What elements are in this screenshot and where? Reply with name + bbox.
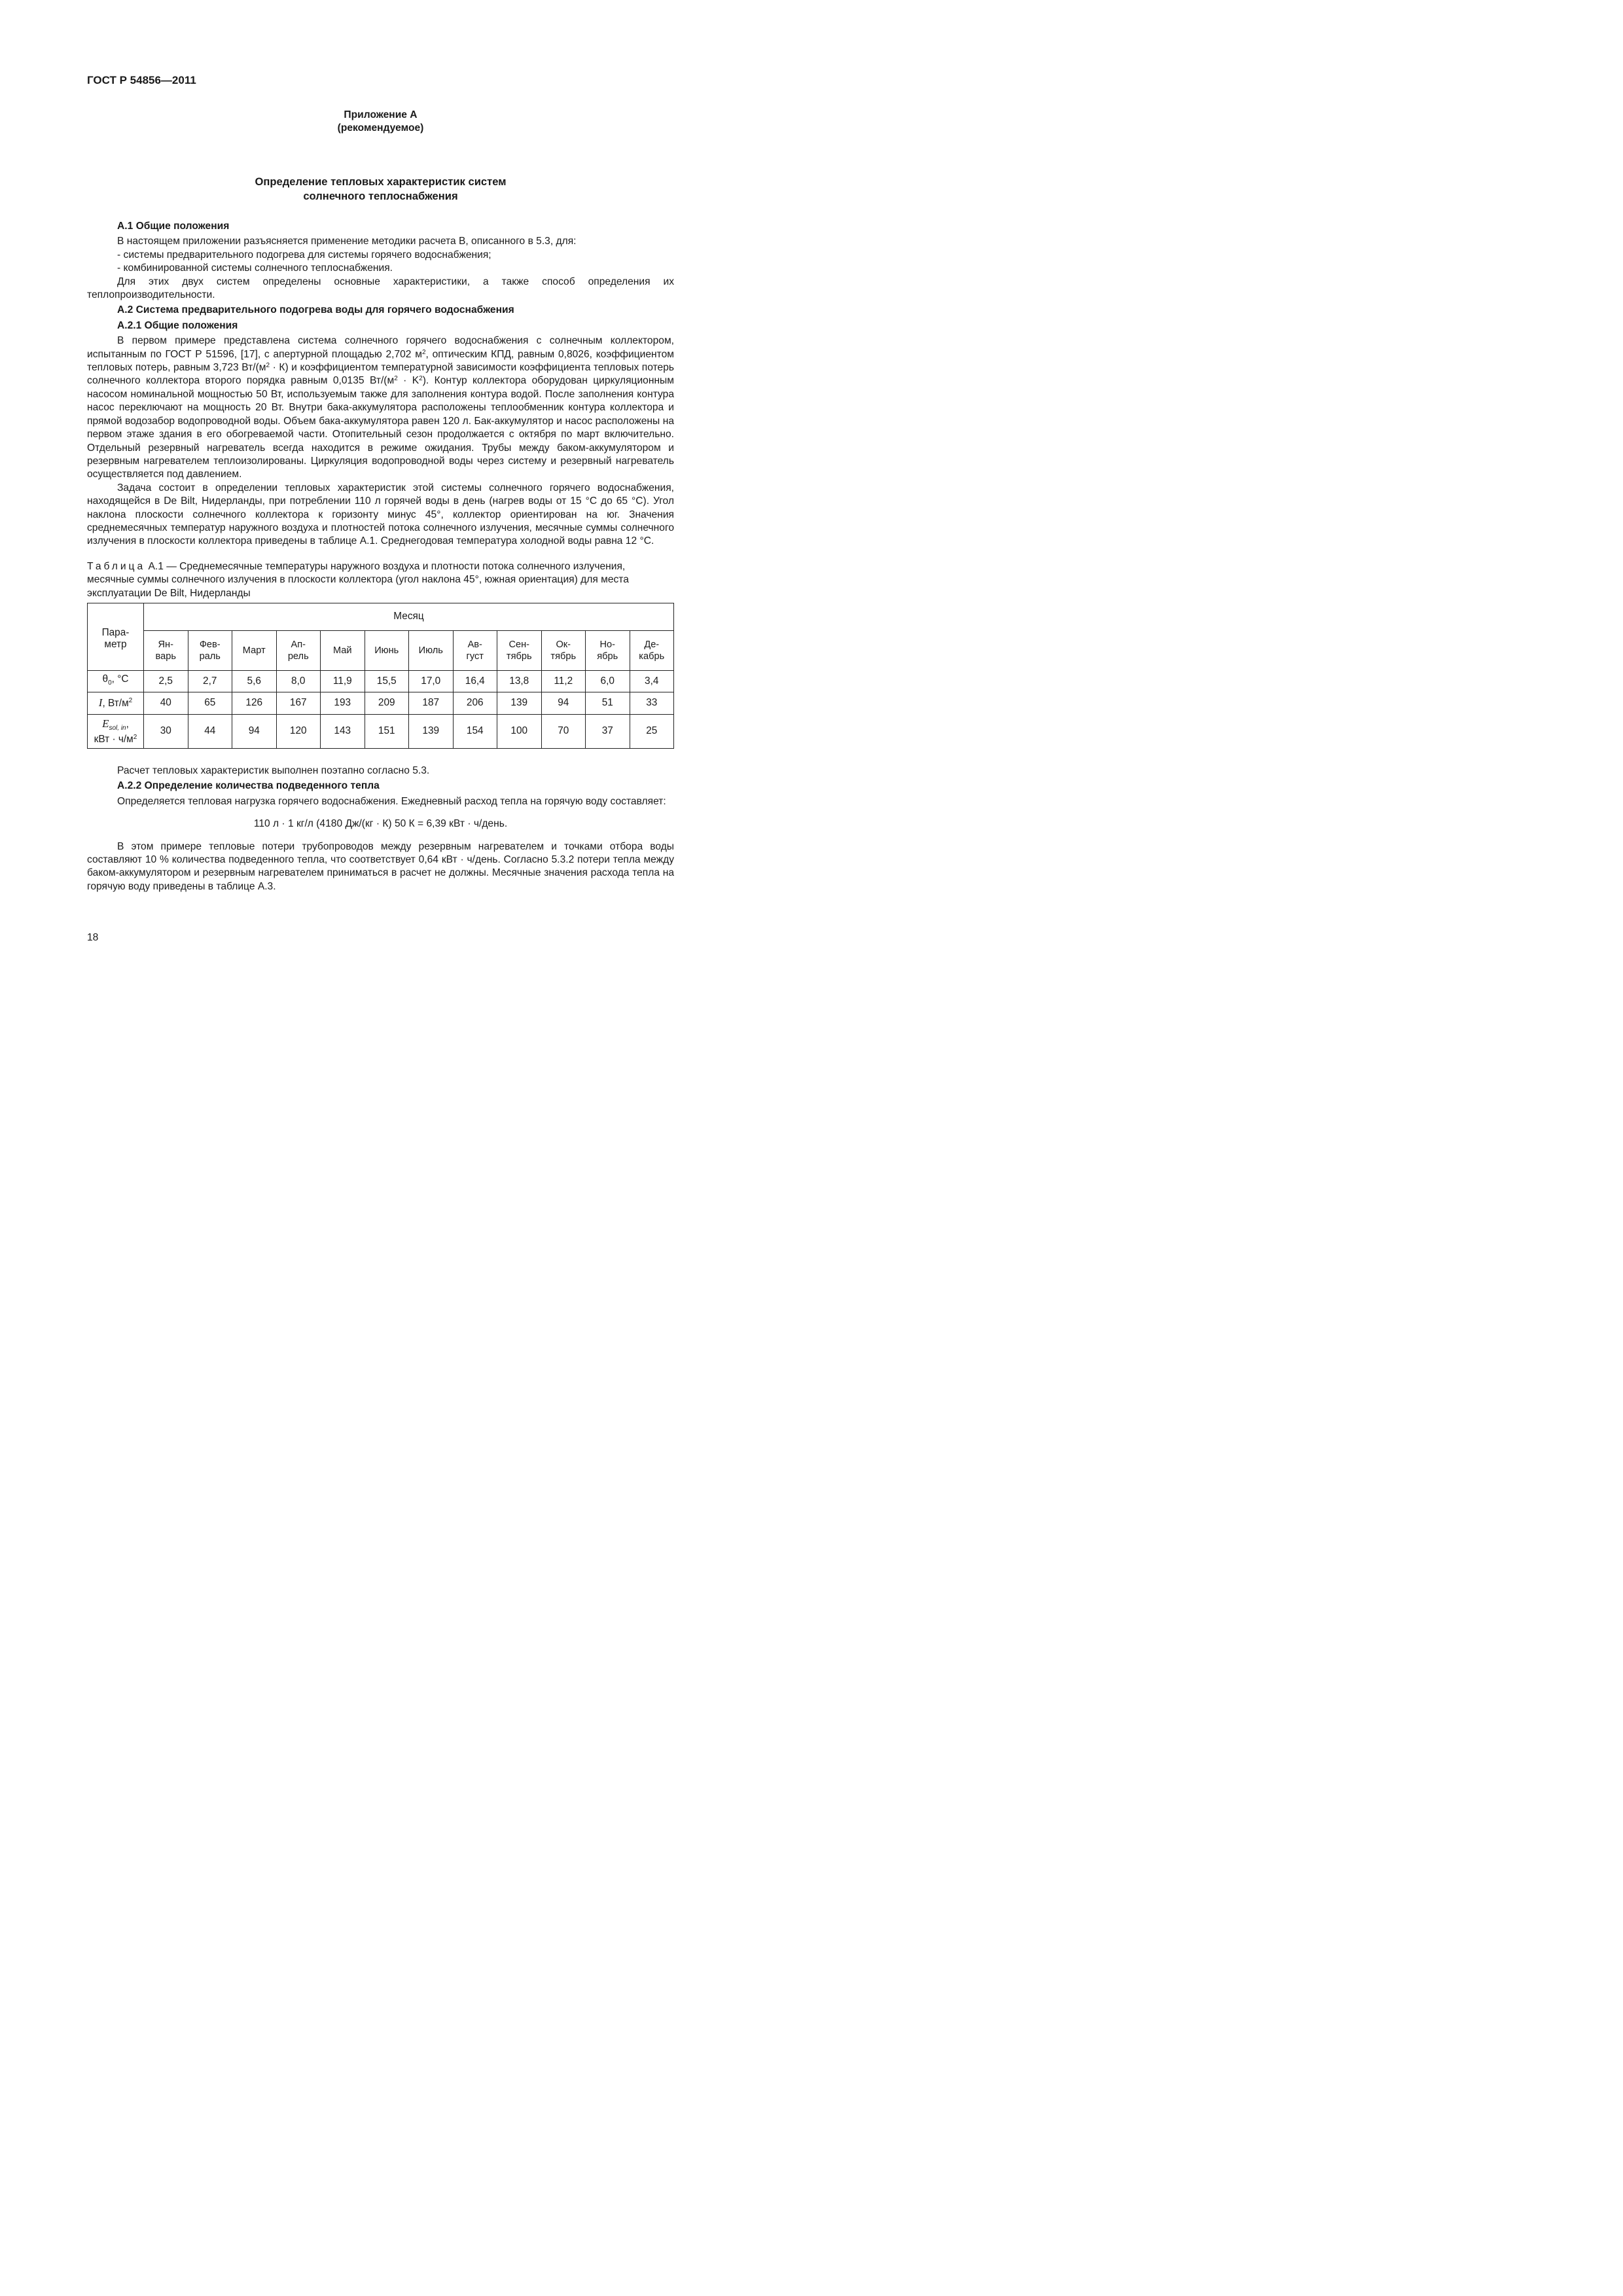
table-row [88, 670, 674, 692]
after-table-paragraph: Расчет тепловых характеристик выполнен поэтапно согласно 5.3. [117, 764, 430, 776]
table-cell: 17,0 [409, 670, 454, 692]
table-cell: 193 [321, 692, 365, 714]
section-a22-paragraph-1: Определяется тепловая нагрузка горячего водоснабжения. Ежедневный расход тепла на горячую воду составляет: [117, 795, 666, 807]
table-cell: 94 [232, 714, 277, 748]
table-cell: 51 [586, 692, 630, 714]
section-a21-paragraph-1: В первом примере представлена система солнечного горячего водоснабжения с солнечным коллектором, испытанным по ГОСТ Р 51596, [17], с апертурной площадью 2,702 $м^2$, оптическим КПД, равным 0,8026, коэффициентом тепловых потерь, равным 3,723 $Вт/(м^2 \cdot К)$ и коэффициентом температурной зависимости коэффициента тепловых потерь солнечного коллектора второго порядка равным 0,0135 $Вт/(м^2 \cdot K^2)$. Контур коллектора оборудован циркуляционным насосом номинальной мощностью 50 Вт, используемым также для заполнения контура водой. После заполнения контура насос переключают на мощность 20 Вт. Внутри бака-аккумулятора расположены теплообменник контура коллектора и прямой водозабор водопроводной воды. Объем бака-аккумулятора равен 120 л. Бак-аккумулятор и насос расположены на первом этаже здания в его обогреваемой части. Отопительный сезон продолжается с октября по март включительно. Отдельный резервный нагреватель всегда находится в режиме ожидания. Трубы между баком-аккумулятором и резервным нагревателем теплоизолированы. Циркуляция водопроводной воды через систему и резервный нагреватель осуществляется под давлением. [87, 335, 675, 480]
table-cell: 16,4 [453, 670, 497, 692]
table-cell: 167 [276, 692, 321, 714]
annex-title [87, 175, 674, 204]
table-cell: 206 [453, 692, 497, 714]
table-cell: 139 [409, 714, 454, 748]
section-a1-heading: А.1 Общие положения [117, 221, 230, 232]
table-cell: 209 [365, 692, 409, 714]
section-a2-heading: А.2 Система предварительного подогрева воды для горячего водоснабжения [117, 304, 514, 316]
table-cell: 5,6 [232, 670, 277, 692]
month-header-cell: Ян- варь [144, 630, 188, 670]
table-row [88, 714, 674, 748]
table-cell: 94 [541, 692, 586, 714]
month-header-cell: Март [232, 630, 277, 670]
section-a22-paragraph-2: В этом примере тепловые потери трубопроводов между резервным нагревателем и точками отбора воды составляют 10 % количества подведенного тепла, что соответствует 0,64 кВт · ч/день. Согласно 5.3.2 потери тепла между баком-аккумулятором и резервным нагревателем приниматься в расчет не должны. Месячные значения расхода тепла на горячую воду приведены в таблице А.3. [87, 840, 674, 892]
month-header-cell: Ок- тябрь [541, 630, 586, 670]
section-a22-heading: А.2.2 Определение количества подведенного тепла [117, 780, 380, 792]
month-header-cell: Ап- рель [276, 630, 321, 670]
table-cell: 11,2 [541, 670, 586, 692]
document-body [87, 220, 674, 893]
annex-type: (рекомендуемое) [337, 122, 424, 134]
table-cell: 187 [409, 692, 454, 714]
table-cell: 33 [630, 692, 674, 714]
table-cell: 151 [365, 714, 409, 748]
table-month-row [88, 630, 674, 670]
table-cell: 44 [188, 714, 232, 748]
month-header-cell: Фев- раль [188, 630, 232, 670]
table-cell: 120 [276, 714, 321, 748]
month-header-cell: Сен- тябрь [497, 630, 542, 670]
table-cell: 13,8 [497, 670, 542, 692]
table-cell: 70 [541, 714, 586, 748]
table-a1-caption: Таблица А.1 — Среднемесячные температуры наружного воздуха и плотности потока солнечного излучения, месячные суммы солнечного излучения в плоскости коллектора (угол наклона 45°, южная ориентация) для места эксплуатации De Bilt, Нидерланды [87, 560, 629, 599]
standard-designation: ГОСТ Р 54856—2011 [87, 74, 196, 86]
table-cell: 15,5 [365, 670, 409, 692]
table-cell: 2,7 [188, 670, 232, 692]
table-cell: 6,0 [586, 670, 630, 692]
row-label-flux-density: I, $Вт/м^2$ [88, 692, 144, 714]
page-number: 18 [87, 932, 99, 943]
month-header-cell: Июнь [365, 630, 409, 670]
table-header-month: Месяц [144, 603, 674, 630]
list-item-preheat: - системы предварительного подогрева для системы горячего водоснабжения; [117, 249, 491, 260]
table-cell: 2,5 [144, 670, 188, 692]
table-cell: 11,9 [321, 670, 365, 692]
table-row [88, 692, 674, 714]
table-caption-word: Таблица [87, 560, 146, 572]
table-a1 [87, 603, 674, 749]
table-cell: 3,4 [630, 670, 674, 692]
annex-title-line2: солнечного теплоснабжения [303, 190, 458, 202]
month-header-cell: Де- кабрь [630, 630, 674, 670]
table-cell: 40 [144, 692, 188, 714]
table-cell: 143 [321, 714, 365, 748]
month-header-cell: Ав- густ [453, 630, 497, 670]
table-cell: 25 [630, 714, 674, 748]
annex-label: Приложение А [344, 109, 418, 120]
list-item-combined: - комбинированной системы солнечного теплоснабжения. [117, 262, 393, 274]
section-a21-paragraph-2: Задача состоит в определении тепловых характеристик этой системы солнечного горячего водоснабжения, находящейся в De Bilt, Нидерланды, при потреблении 110 л горячей воды в день (нагрев воды от 15 °С до 65 °С). Угол наклона плоскости солнечного коллектора к горизонту минус 45°, коллектор ориентирован на юг. Значения среднемесячных температур наружного воздуха и плотностей потока солнечного излучения, месячные суммы солнечного излучения в плоскости коллектора приведены в таблице А.1. Среднегодовая температура холодной воды равна 12 °С. [87, 482, 674, 547]
heat-demand-formula: 110 л · 1 кг/л (4180 Дж/(кг · К) 50 К = 6,39 кВт · ч/день. [253, 818, 508, 830]
table-cell: 30 [144, 714, 188, 748]
month-header-cell: Май [321, 630, 365, 670]
table-cell: 154 [453, 714, 497, 748]
table-cell: 100 [497, 714, 542, 748]
section-a1-paragraph-2: Для этих двух систем определены основные характеристики, а также способ определения их теплопроизводительности. [87, 276, 674, 301]
table-cell: 126 [232, 692, 277, 714]
table-cell: 65 [188, 692, 232, 714]
row-label-irradiation: $E_{sol, in}$, кВт · $ч/м^2$ [88, 714, 144, 748]
section-a21-heading: А.2.1 Общие положения [117, 319, 238, 331]
month-header-cell: Июль [409, 630, 454, 670]
annex-label-block [87, 109, 674, 135]
table-header-parameter: Пара- метр [88, 603, 144, 670]
annex-title-line1: Определение тепловых характеристик систем [255, 175, 507, 188]
table-cell: 8,0 [276, 670, 321, 692]
section-a1-paragraph: В настоящем приложении разъясняется применение методики расчета В, описанного в 5.3, для: [117, 236, 577, 247]
table-cell: 139 [497, 692, 542, 714]
month-header-cell: Но- ябрь [586, 630, 630, 670]
row-label-temperature: $\theta_0$, °С [88, 670, 144, 692]
table-cell: 37 [586, 714, 630, 748]
